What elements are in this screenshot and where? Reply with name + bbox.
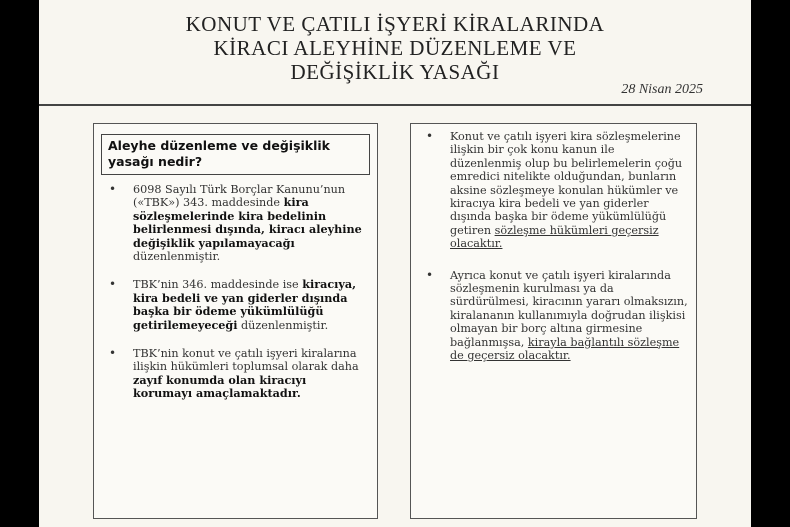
- left-bullet-list: [94, 183, 377, 401]
- item-bold-text: zayıf konumda olan kiracıyı korumayı amaçlamaktadır.: [133, 372, 307, 401]
- item-text-end: düzenlenmiştir.: [133, 250, 221, 264]
- item-text: Konut ve çatılı işyeri kira sözleşmelerine ilişkin bir çok konu kanun ile düzenlenmiş olup bu belirlemelerin çoğu emredici nitelikte olduğundan, bunların aksine sözleşmeye konulan hükümler ve kiracıya kira bedeli ve yan giderler dışında başka bir ödeme yükümlülüğü getiren: [450, 130, 683, 237]
- right-panel: [410, 123, 697, 519]
- bullet-icon: •: [109, 346, 117, 361]
- document-page: [39, 0, 751, 527]
- left-panel: [93, 123, 378, 519]
- list-item: [411, 269, 696, 363]
- item-text: TBK’nin 346. maddesinde ise: [133, 278, 303, 292]
- list-item: [411, 130, 696, 251]
- item-bold-text: kiracıya, kira bedeli ve yan giderler dışında başka bir ödeme yükümlülüğü getirilemeyeceği: [133, 277, 357, 332]
- bullet-icon: •: [426, 267, 434, 282]
- document-date: 28 Nisan 2025: [621, 82, 703, 97]
- right-bullet-list: [411, 130, 696, 363]
- left-panel-heading: Aleyhe düzenleme ve değişiklik yasağı nedir?: [101, 134, 370, 175]
- bullet-icon: •: [109, 277, 117, 292]
- item-bold-text: kira sözleşmelerinde kira bedelinin belirlenmesi dışında, kiracı aleyhine değişiklik yapılamayacağı: [133, 195, 362, 250]
- title-line-2: KİRACI ALEYHİNE DÜZENLEME VE: [213, 36, 577, 60]
- title-line-3: DEĞİŞİKLİK YASAĞI: [290, 60, 500, 84]
- header-divider: [39, 104, 751, 106]
- list-item: [94, 278, 377, 332]
- item-underlined-text: kirayla bağlantılı sözleşme de geçersiz olacaktır.: [450, 335, 680, 363]
- bullet-icon: •: [109, 182, 117, 196]
- item-text-end: düzenlenmiştir.: [237, 318, 329, 332]
- page-title: [39, 12, 751, 84]
- item-text: Ayrıca konut ve çatılı işyeri kiralarında sözleşmenin kurulması ya da sürdürülmesi, kiracının yararı olmaksızın, kiralananın kullanımıyla doğrudan ilişkisi olmayan bir borç altına girmesine bağlanmışsa,: [450, 268, 688, 349]
- item-text: 6098 Sayılı Türk Borçlar Kanunu’nun («TBK») 343. maddesinde: [133, 183, 346, 210]
- item-text: TBK’nin konut ve çatılı işyeri kiralarına ilişkin hükümleri toplumsal olarak daha: [133, 347, 359, 374]
- list-item: [94, 183, 377, 263]
- list-item: [94, 347, 377, 401]
- title-line-1: KONUT VE ÇATILI İŞYERİ KİRALARINDA: [185, 12, 605, 36]
- bullet-icon: •: [426, 129, 434, 143]
- item-underlined-text: sözleşme hükümleri geçersiz olacaktır.: [450, 223, 659, 251]
